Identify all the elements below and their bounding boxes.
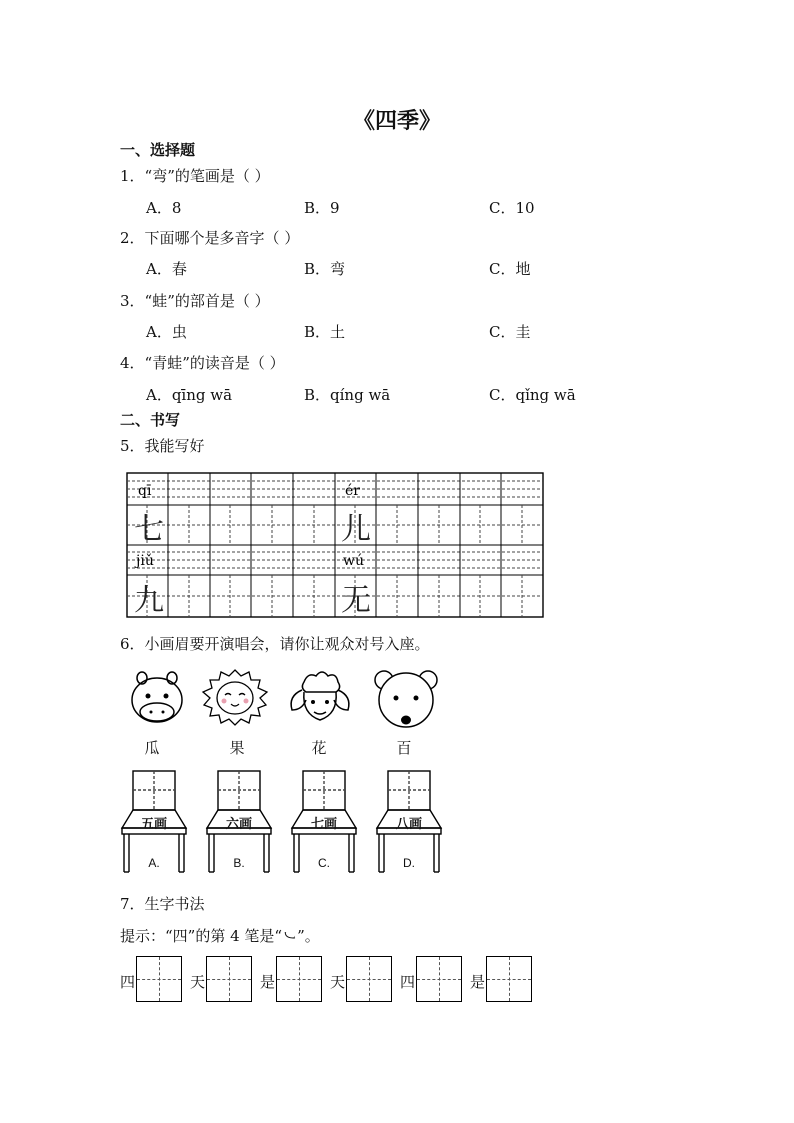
mouse-icon bbox=[372, 666, 440, 730]
lion-icon bbox=[200, 668, 270, 726]
chair-c-letter: C. bbox=[318, 856, 330, 870]
hippo-icon bbox=[126, 668, 188, 728]
q3-option-c[interactable]: C．圭 bbox=[489, 323, 531, 341]
question-5: 5．我能写好 bbox=[120, 437, 205, 455]
char-qi: 七 bbox=[134, 512, 164, 547]
char-er: 儿 bbox=[341, 512, 371, 547]
practice-box-1[interactable] bbox=[136, 956, 182, 1002]
chair-d[interactable] bbox=[375, 770, 443, 874]
pinyin-qi: qī bbox=[138, 483, 152, 499]
chair-a[interactable] bbox=[120, 770, 188, 874]
practice-box-5[interactable] bbox=[416, 956, 462, 1002]
q4-option-c[interactable]: C．qǐng wā bbox=[489, 386, 576, 404]
chair-d-label: 八画 bbox=[395, 817, 422, 832]
question-7: 7．生字书法 bbox=[120, 895, 205, 913]
chair-c-label: 七画 bbox=[310, 817, 337, 832]
practice-char-1: 四 bbox=[120, 973, 136, 991]
chair-a-label: 五画 bbox=[140, 817, 167, 832]
animal-char-hippo: 瓜 bbox=[144, 739, 160, 757]
q3-option-a[interactable]: A．虫 bbox=[146, 323, 187, 341]
practice-char-4: 天 bbox=[330, 973, 346, 991]
chair-d-letter: D. bbox=[403, 856, 415, 870]
pinyin-jiu: jiǔ bbox=[136, 553, 154, 569]
question-6: 6．小画眉要开演唱会，请你让观众对号入座。 bbox=[120, 635, 430, 653]
practice-char-5: 四 bbox=[400, 973, 416, 991]
pinyin-er: ér bbox=[345, 483, 360, 499]
chair-b[interactable] bbox=[205, 770, 273, 874]
hint-text: 提示：“四”的第 4 笔是“㇃”。 bbox=[120, 927, 320, 945]
chair-b-label: 六画 bbox=[225, 817, 252, 832]
pinyin-wu: wú bbox=[343, 553, 364, 569]
animal-char-mouse: 百 bbox=[396, 739, 412, 757]
practice-box-2[interactable] bbox=[206, 956, 252, 1002]
chair-a-letter: A. bbox=[148, 856, 160, 870]
q1-option-b[interactable]: B．9 bbox=[304, 199, 340, 217]
q1-option-a[interactable]: A．8 bbox=[146, 199, 182, 217]
practice-box-3[interactable] bbox=[276, 956, 322, 1002]
q4-option-a[interactable]: A．qīng wā bbox=[146, 386, 233, 404]
practice-box-6[interactable] bbox=[486, 956, 532, 1002]
page-title: 《四季》 bbox=[352, 108, 441, 134]
practice-char-6: 是 bbox=[470, 973, 486, 991]
q4-option-b[interactable]: B．qíng wā bbox=[304, 386, 391, 404]
q2-option-a[interactable]: A．春 bbox=[146, 260, 187, 278]
practice-box-4[interactable] bbox=[346, 956, 392, 1002]
section-heading-writing: 二、书写 bbox=[120, 411, 181, 429]
q2-option-b[interactable]: B．弯 bbox=[304, 260, 346, 278]
practice-char-2: 天 bbox=[190, 973, 206, 991]
question-4: 4．“青蛙”的读音是（ ） bbox=[120, 354, 285, 372]
q3-option-b[interactable]: B．土 bbox=[304, 323, 346, 341]
writing-grid[interactable] bbox=[126, 472, 546, 620]
q1-option-c[interactable]: C．10 bbox=[489, 199, 535, 217]
chair-c[interactable] bbox=[290, 770, 358, 874]
section-heading-choice: 一、选择题 bbox=[120, 141, 196, 159]
question-2: 2．下面哪个是多音字（ ） bbox=[120, 229, 300, 247]
q2-option-c[interactable]: C．地 bbox=[489, 260, 531, 278]
char-wu: 无 bbox=[341, 583, 371, 618]
animal-char-lion: 果 bbox=[229, 739, 245, 757]
chair-b-letter: B. bbox=[233, 856, 245, 870]
question-3: 3．“蛙”的部首是（ ） bbox=[120, 292, 270, 310]
question-1: 1．“弯”的笔画是（ ） bbox=[120, 167, 270, 185]
char-jiu: 九 bbox=[134, 583, 164, 618]
practice-char-3: 是 bbox=[260, 973, 276, 991]
animal-char-sheep: 花 bbox=[311, 739, 327, 757]
sheep-icon bbox=[286, 668, 354, 726]
